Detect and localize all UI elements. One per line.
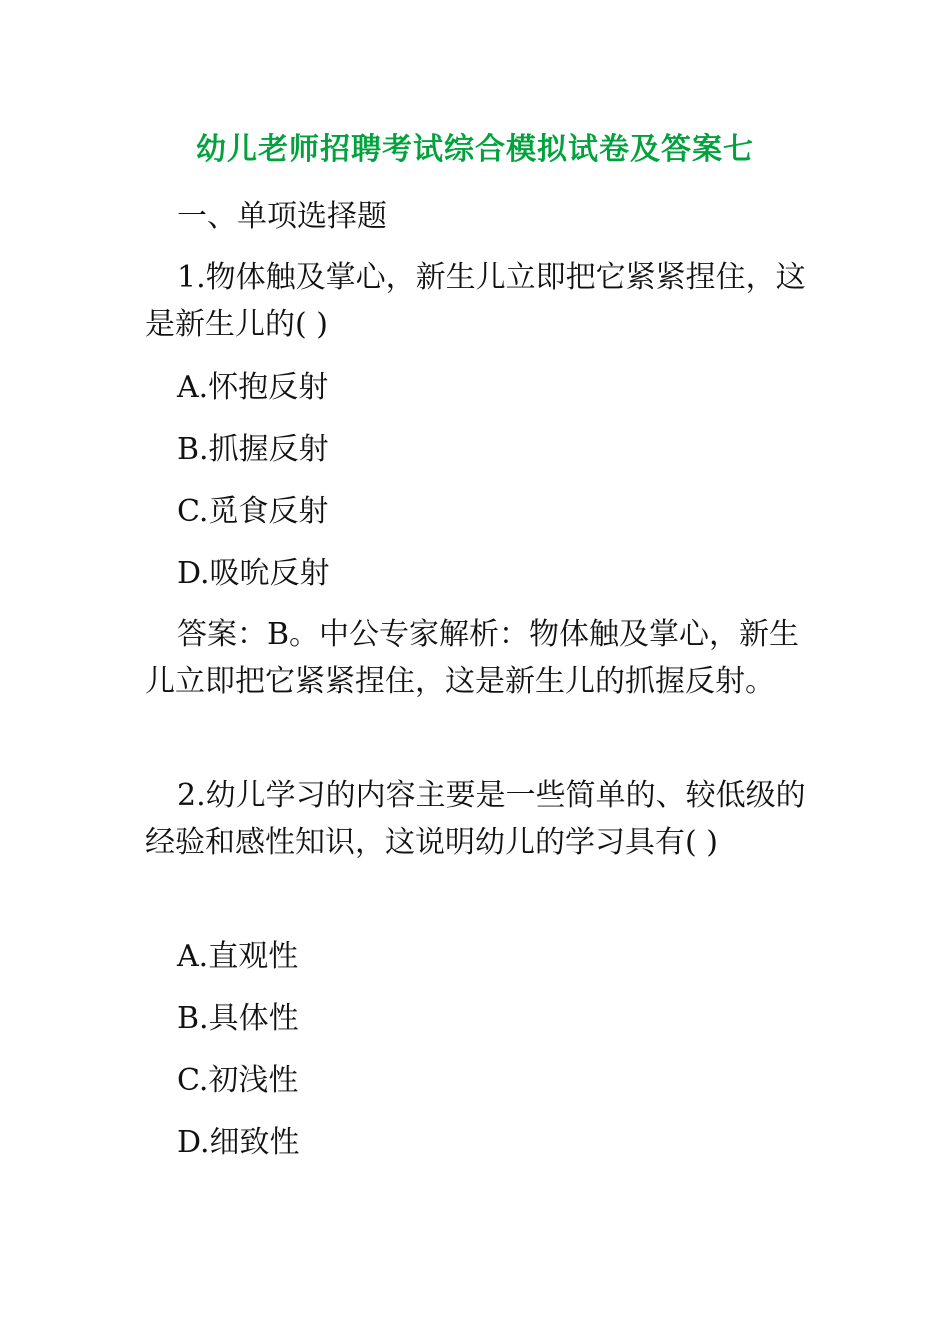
- document-title: 幼儿老师招聘考试综合模拟试卷及答案七: [196, 132, 754, 167]
- question-1-option-d: D.吸吮反射: [177, 556, 330, 591]
- question-1-option-a: A.怀抱反射: [177, 370, 329, 405]
- question-2-stem: 2.幼儿学习的内容主要是一些简单的、较低级的经验和感性知识，这说明幼儿的学习具有( ): [145, 778, 806, 860]
- question-2-option-c: C.初浅性: [177, 1063, 299, 1098]
- question-1-answer: 答案：B。中公专家解析：物体触及掌心，新生儿立即把它紧紧捏住，这是新生儿的抓握反射。: [145, 617, 800, 699]
- question-2-option-d: D.细致性: [177, 1125, 300, 1160]
- question-1-stem: 1.物体触及掌心，新生儿立即把它紧紧捏住，这是新生儿的( ): [145, 260, 806, 342]
- question-1-option-b: B.抓握反射: [177, 432, 329, 467]
- section-heading: 一、单项选择题: [177, 199, 387, 234]
- question-2-option-a: A.直观性: [177, 939, 299, 974]
- question-2-option-b: B.具体性: [177, 1001, 299, 1036]
- question-1-option-c: C.觅食反射: [177, 494, 329, 529]
